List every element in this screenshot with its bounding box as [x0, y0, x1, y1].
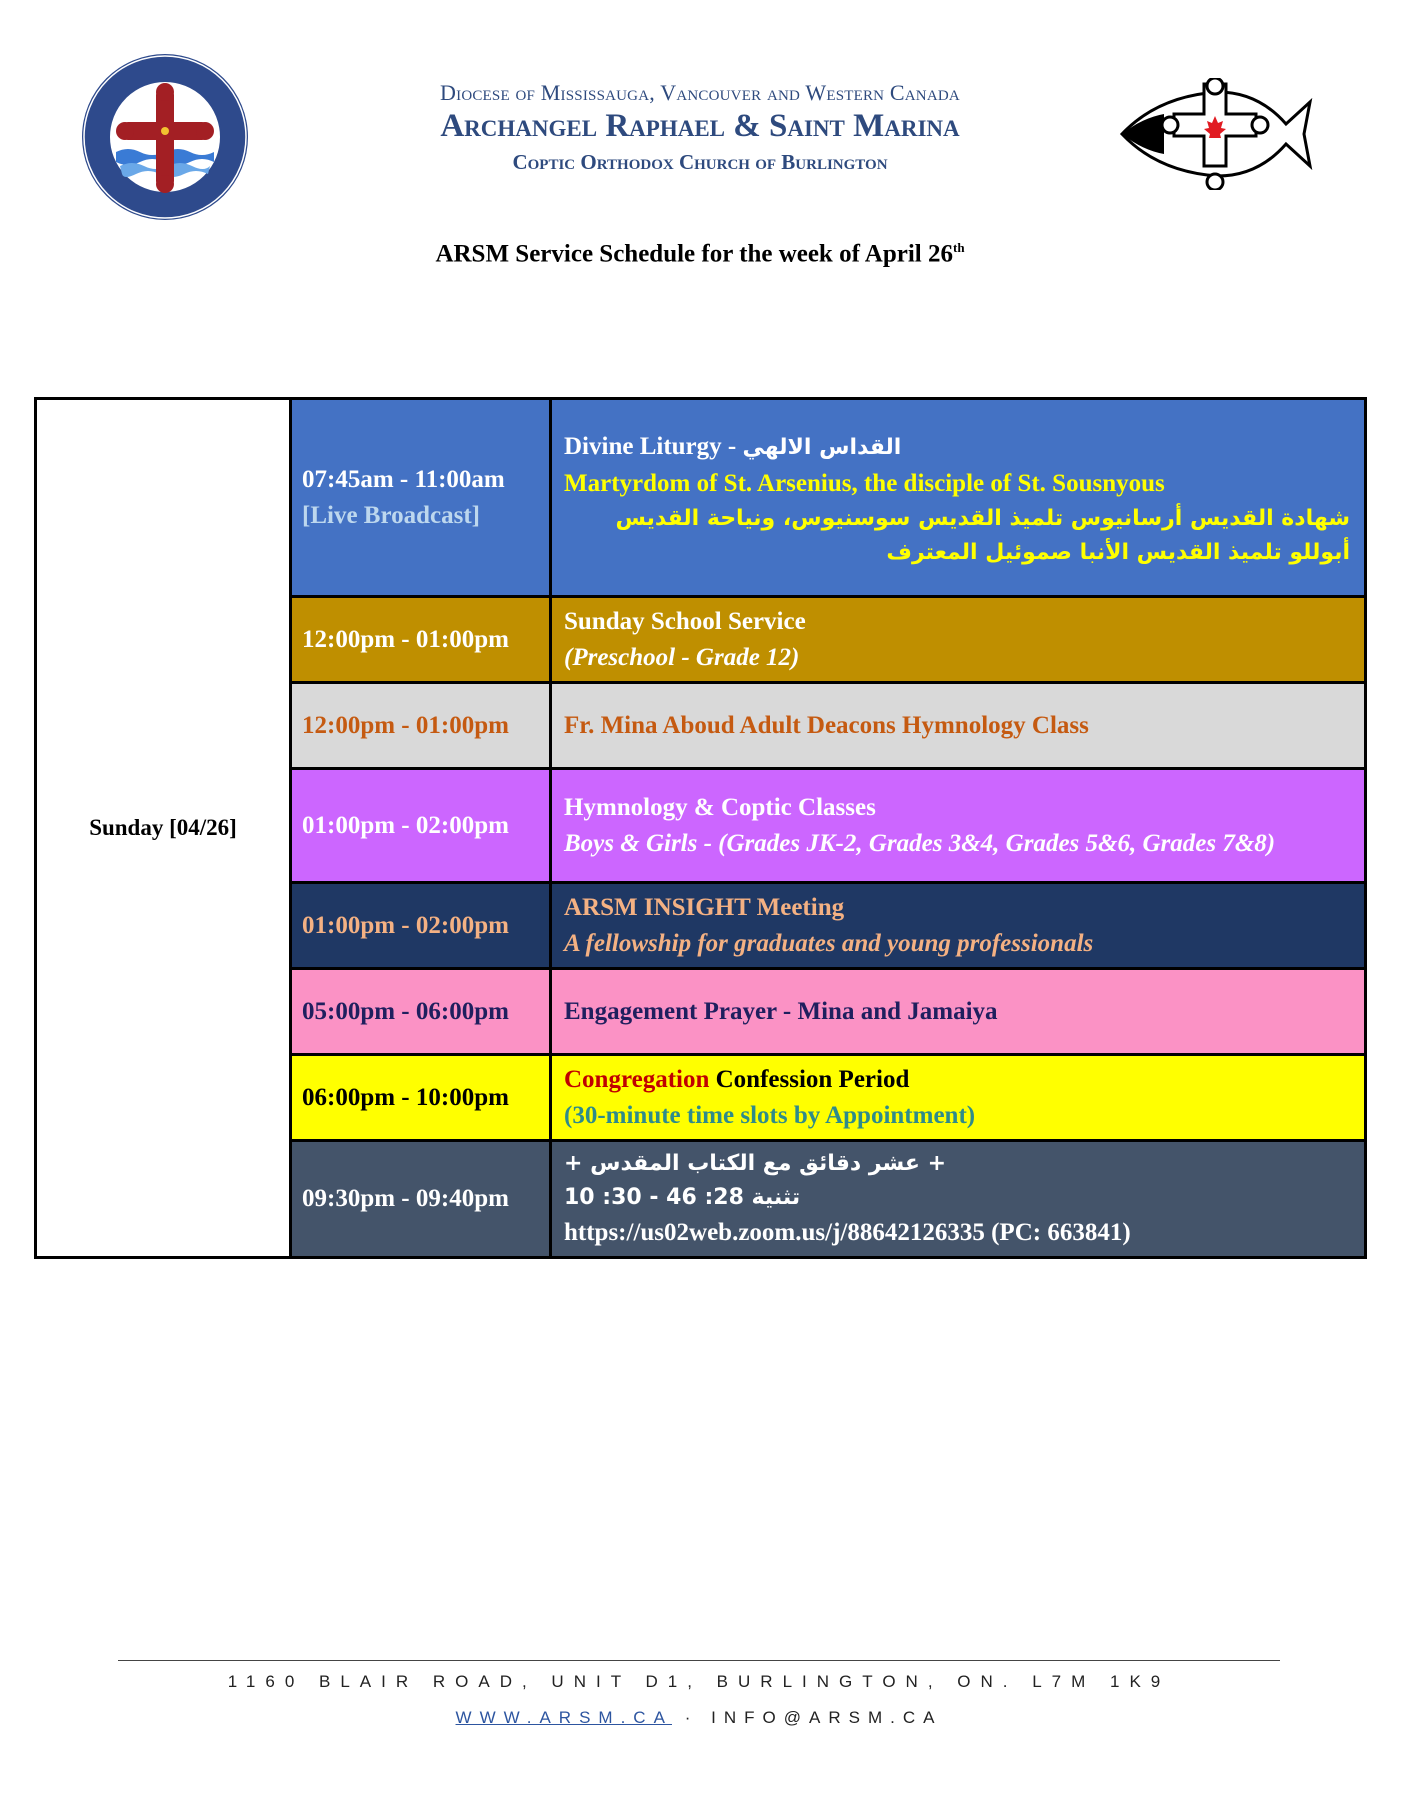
event-subtitle: Boys & Girls - (Grades JK-2, Grades 3&4, Grades 5&6, Grades 7&8): [564, 829, 1276, 857]
event-title-line: [564, 1062, 1350, 1098]
time-cell: [292, 598, 552, 681]
time-text: 05:00pm - 06:00pm: [302, 997, 509, 1025]
time-text: 12:00pm - 01:00pm: [302, 625, 509, 653]
time-text: 01:00pm - 02:00pm: [302, 811, 509, 839]
day-cell: [37, 400, 292, 1256]
event-title: Confession Period: [709, 1065, 910, 1093]
table-row: [292, 770, 1364, 884]
time-note: [Live Broadcast]: [302, 501, 480, 529]
table-row: [292, 970, 1364, 1056]
time-text: 01:00pm - 02:00pm: [302, 911, 509, 939]
time-text: 09:30pm - 09:40pm: [302, 1185, 509, 1212]
event-subtitle: A fellowship for graduates and young professionals: [564, 929, 1094, 957]
page-title: [200, 240, 1200, 268]
page-title-text: ARSM Service Schedule for the week of April 26: [435, 240, 953, 268]
diocese-fish-cross-icon: [1118, 78, 1316, 190]
event-cell: [552, 970, 1364, 1053]
event-title: ARSM INSIGHT Meeting: [564, 893, 845, 921]
event-cell: [552, 598, 1364, 681]
header-church-name: Archangel Raphael & Saint Marina: [440, 108, 960, 144]
footer-contact: [118, 1708, 1280, 1728]
page-title-sup: th: [952, 240, 965, 255]
event-cell: [552, 684, 1364, 767]
time-cell: [292, 970, 552, 1053]
event-cell: [552, 400, 1364, 595]
header-diocese: Diocese of Mississauga, Vancouver and Western Canada: [440, 80, 960, 105]
table-row: [292, 598, 1364, 684]
footer-separator: ·: [684, 1708, 699, 1727]
left-logo-seal: [80, 52, 250, 222]
footer-divider: [118, 1660, 1280, 1661]
event-cell: [552, 1056, 1364, 1139]
table-row: [292, 1142, 1364, 1256]
event-title: Engagement Prayer - Mina and Jamaiya: [564, 997, 998, 1025]
website-link[interactable]: WWW.ARSM.CA: [455, 1708, 672, 1727]
footer-address-text: 1160 BLAIR ROAD, UNIT D1, BURLINGTON, ON. L7M 1K9: [227, 1672, 1171, 1691]
event-subtitle: Martyrdom of St. Arsenius, the disciple of St. Sousnyous: [564, 470, 1165, 497]
time-text: 06:00pm - 10:00pm: [302, 1083, 509, 1111]
right-logo-diocese: [1118, 78, 1316, 190]
time-cell: [292, 684, 552, 767]
time-cell: [292, 1056, 552, 1139]
table-row: [292, 1056, 1364, 1142]
event-title-line: [564, 429, 1350, 466]
event-title: Fr. Mina Aboud Adult Deacons Hymnology Class: [564, 711, 1089, 739]
email-link[interactable]: INFO@ARSM.CA: [711, 1708, 943, 1727]
time-cell: [292, 770, 552, 881]
time-cell: [292, 400, 552, 595]
time-cell: [292, 1142, 552, 1256]
day-label: Sunday [04/26]: [89, 815, 237, 840]
table-row: [292, 400, 1364, 598]
zoom-link[interactable]: https://us02web.zoom.us/j/88642126335 (PC: 663841): [564, 1219, 1131, 1246]
table-row: [292, 684, 1364, 770]
schedule-table: [34, 397, 1367, 1259]
event-title-arabic: القداس الالهي: [742, 435, 902, 460]
header-subtitle: Coptic Orthodox Church of Burlington: [512, 150, 888, 174]
event-title-highlight: Congregation: [564, 1065, 710, 1093]
event-arabic-text: شهادة القديس أرسانيوس تلميذ القديس سوسنيوس، ونياحة القديس أبوللو تلميذ القديس الأنبا صموئيل المعترف: [615, 506, 1350, 565]
event-title: Sunday School Service: [564, 607, 806, 635]
coptic-cross-seal-icon: [80, 52, 250, 222]
event-title: Divine Liturgy -: [564, 433, 743, 460]
event-title: Hymnology & Coptic Classes: [564, 793, 876, 821]
time-cell: [292, 884, 552, 967]
event-subtitle: (30-minute time slots by Appointment): [564, 1101, 976, 1129]
table-row: [292, 884, 1364, 970]
event-arabic-reading: تثنية 28: 46 - 30: 10: [564, 1185, 801, 1210]
event-cell: [552, 770, 1364, 881]
footer-address: [118, 1672, 1280, 1692]
event-cell: [552, 1142, 1364, 1256]
event-subtitle: (Preschool - Grade 12): [564, 643, 800, 671]
event-arabic-title: + عشر دقائق مع الكتاب المقدس +: [564, 1151, 947, 1176]
time-text: 12:00pm - 01:00pm: [302, 711, 509, 739]
event-cell: [552, 884, 1364, 967]
time-text: 07:45am - 11:00am: [302, 465, 505, 493]
